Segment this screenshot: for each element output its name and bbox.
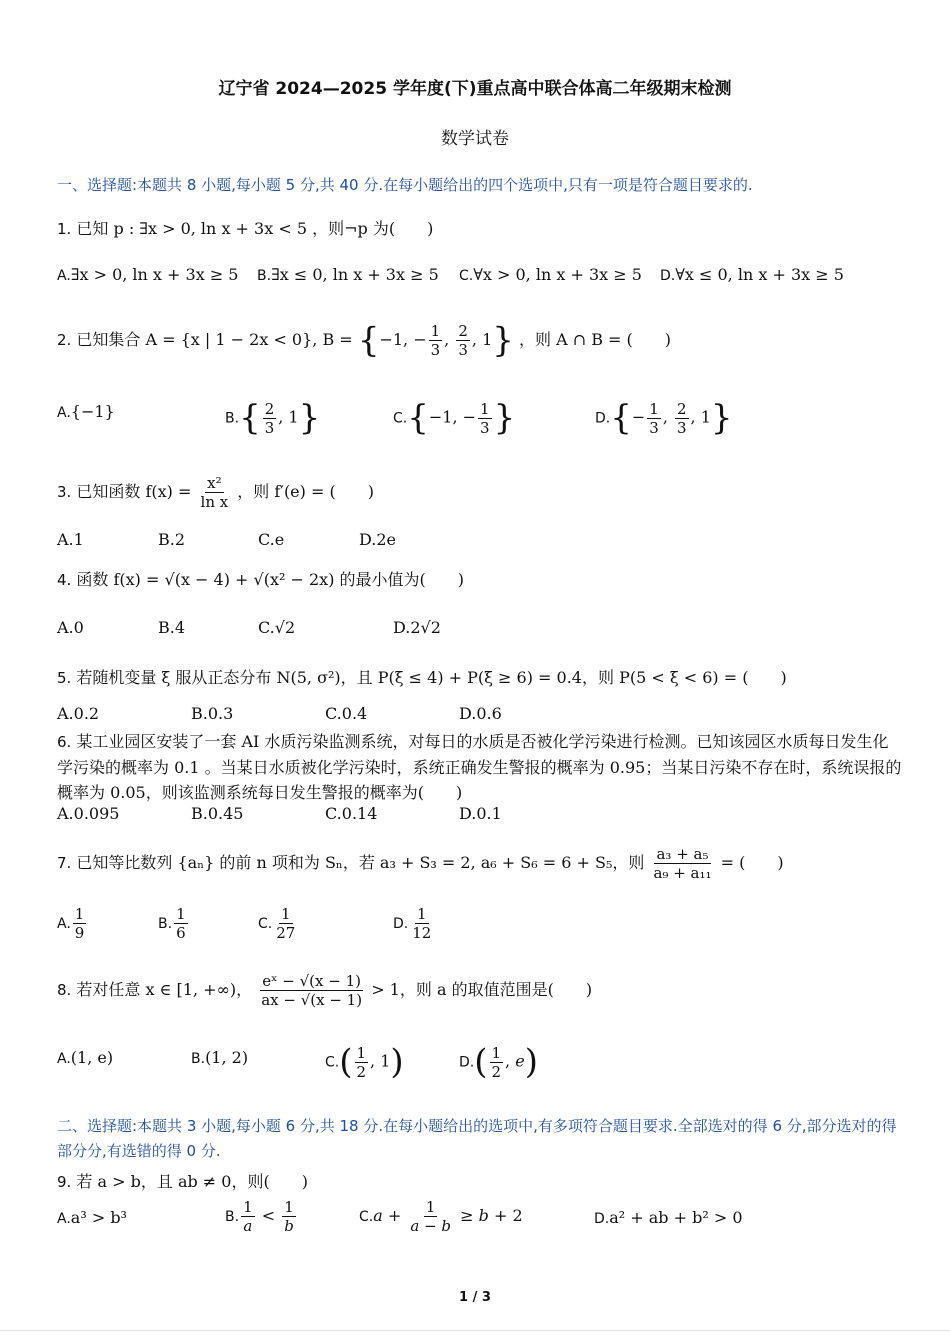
option-a: A.1 bbox=[57, 530, 84, 549]
option-d: D.{− $\frac{1}{3}$ , $\frac{2}{3}$ , 1} bbox=[595, 398, 733, 438]
option-a: A.a³ > b³ bbox=[57, 1208, 127, 1227]
question-4-options bbox=[57, 618, 902, 650]
question-9 bbox=[57, 1170, 902, 1194]
option-c: C.{−1, − $\frac{1}{3}$ } bbox=[393, 398, 516, 438]
question-text-suffix: ，则 A ∩ B = ( ) bbox=[518, 330, 672, 349]
question-number: 8. bbox=[57, 981, 72, 999]
question-7-options bbox=[57, 905, 902, 949]
page-bottom-divider bbox=[0, 1330, 950, 1331]
option-d: D.0.1 bbox=[459, 804, 502, 823]
option-d: D.∀x ≤ 0, ln x + 3x ≥ 5 bbox=[660, 265, 844, 284]
question-3-options bbox=[57, 530, 902, 562]
option-b: B.4 bbox=[158, 618, 186, 637]
option-b: B.{ $\frac{2}{3}$ , 1} bbox=[225, 398, 321, 438]
option-d: D.2√2 bbox=[393, 618, 441, 637]
fraction-numerator: eˣ − √(x − 1) bbox=[262, 972, 361, 990]
page-subtitle: 数学试卷 bbox=[441, 129, 509, 149]
option-c: C.( $\frac{1}{2}$ , 1) bbox=[325, 1042, 404, 1082]
question-number: 4. bbox=[57, 571, 72, 589]
question-number: 3. bbox=[57, 483, 72, 501]
question-number: 9. bbox=[57, 1173, 72, 1191]
option-c: C.√2 bbox=[258, 618, 296, 637]
option-b: B.2 bbox=[158, 530, 186, 549]
option-b: B.0.45 bbox=[191, 804, 244, 823]
fraction-denominator: a₉ + a₁₁ bbox=[653, 864, 712, 882]
question-9-options bbox=[57, 1198, 902, 1242]
option-b: B. $\frac{1}{a}$ < $\frac{1}{b}$ bbox=[225, 1198, 294, 1235]
question-text: 若 a > b，且 ab ≠ 0，则( ) bbox=[76, 1172, 308, 1191]
question-1-options bbox=[57, 265, 902, 297]
question-text: 已知 p : ∃x > 0, ln x + 3x < 5 ，则¬p 为( ) bbox=[76, 219, 434, 238]
question-2: 2. 已知集合 A = {x | 1 − 2x < 0}, B = {−1, − $\frac{1}{3}$ , $\frac{2}{3}$ , 1} ，则 A ∩ B = ( ) bbox=[57, 320, 672, 361]
question-text: 某工业园区安装了一套 AI 水质污染监测系统，对每日的水质是否被化学污染进行检测。已知该园区水质每日发生化学污染的概率为 0.1 。当某日水质被化学污染时，系统正确发生警报的概率为 0.95；当某日污染不存在时，系统误报的概率为 0.05，则该监测系统每日发生警报的概率为( ) bbox=[57, 732, 902, 802]
option-c: C.0.14 bbox=[325, 804, 378, 823]
question-number: 7. bbox=[57, 854, 72, 872]
section-2-heading: 二、选择题:本题共 3 小题,每小题 6 分,共 18 分.在每小题给出的选项中,有多项符合题目要求.全部选对的得 6 分,部分选对的得部分分,有选错的得 0 分. bbox=[57, 1117, 897, 1160]
question-8-options bbox=[57, 1042, 902, 1086]
question-number: 2. bbox=[57, 331, 72, 349]
option-c: C.a + $\frac{1}{a - b}$ ≥ b + 2 bbox=[359, 1198, 523, 1235]
question-number: 1. bbox=[57, 220, 72, 238]
question-7 bbox=[57, 843, 902, 883]
question-3: 3. 已知函数 f(x) = $\frac{\text{x²}}{\text{ln x}}$ ，则 f′(e) = ( ) bbox=[57, 474, 374, 511]
section-1-heading: 一、选择题:本题共 8 小题,每小题 5 分,共 40 分.在每小题给出的四个选项中,只有一项是符合题目要求的. bbox=[57, 176, 753, 194]
page-number: 1 / 3 bbox=[459, 1290, 491, 1305]
option-c: C.∀x > 0, ln x + 3x ≥ 5 bbox=[459, 265, 642, 284]
option-c: C.0.4 bbox=[325, 704, 368, 723]
option-b: B.∃x ≤ 0, ln x + 3x ≥ 5 bbox=[257, 265, 439, 284]
option-b: B. $\frac{1}{6}$ bbox=[158, 905, 186, 942]
question-number: 5. bbox=[57, 669, 72, 687]
option-a: A.0.2 bbox=[57, 704, 100, 723]
option-c: C.e bbox=[258, 530, 285, 549]
page-title: 辽宁省 2024—2025 学年度(下)重点高中联合体高二年级期末检测 bbox=[218, 79, 732, 99]
question-text-suffix: > 1，则 a 的取值范围是( ) bbox=[371, 980, 593, 999]
question-text: 函数 f(x) = √(x − 4) + √(x² − 2x) 的最小值为( ) bbox=[76, 570, 465, 589]
question-text: 若对任意 x ∈ [1, +∞)， bbox=[76, 980, 253, 999]
option-d: D. $\frac{1}{12}$ bbox=[393, 905, 432, 942]
option-c: C. $\frac{1}{27}$ bbox=[258, 905, 296, 942]
question-text-suffix: ，则 f′(e) = ( ) bbox=[237, 482, 374, 501]
option-d: D.a² + ab + b² > 0 bbox=[594, 1208, 743, 1227]
option-a: A. $\frac{1}{9}$ bbox=[57, 905, 85, 942]
fraction-numerator: a₃ + a₅ bbox=[656, 845, 709, 863]
option-d: D.0.6 bbox=[459, 704, 502, 723]
option-a: A.0 bbox=[57, 618, 84, 637]
question-5 bbox=[57, 666, 902, 690]
option-d: D.( $\frac{1}{2}$ , e) bbox=[459, 1042, 538, 1082]
fraction-denominator: ax − √(x − 1) bbox=[261, 991, 363, 1009]
question-6 bbox=[57, 729, 902, 805]
option-a: A.(1, e) bbox=[57, 1048, 114, 1067]
question-2-options bbox=[57, 398, 902, 442]
question-text: 已知集合 A = {x | 1 − 2x < 0}, B = bbox=[76, 330, 353, 349]
option-b: B.(1, 2) bbox=[191, 1048, 249, 1067]
question-number: 6. bbox=[57, 733, 72, 751]
question-4 bbox=[57, 568, 902, 592]
option-a: A.0.095 bbox=[57, 804, 120, 823]
question-text: 若随机变量 ξ 服从正态分布 N(5, σ²)，且 P(ξ ≤ 4) + P(ξ ≥ 6) = 0.4，则 P(5 < ξ < 6) = ( ) bbox=[76, 668, 787, 687]
question-text-suffix: = ( ) bbox=[720, 853, 784, 872]
question-6-options bbox=[57, 804, 902, 836]
option-d: D.2e bbox=[359, 530, 396, 549]
question-8 bbox=[57, 970, 902, 1010]
question-text: 已知函数 f(x) = bbox=[76, 482, 192, 501]
option-a: A.{−1} bbox=[57, 402, 115, 421]
option-b: B.0.3 bbox=[191, 704, 234, 723]
option-a: A.∃x > 0, ln x + 3x ≥ 5 bbox=[57, 265, 239, 284]
question-text: 已知等比数列 {aₙ} 的前 n 项和为 Sₙ，若 a₃ + S₃ = 2, a₆ + S₆ = 6 + S₅，则 bbox=[76, 853, 645, 872]
question-1 bbox=[57, 217, 902, 241]
